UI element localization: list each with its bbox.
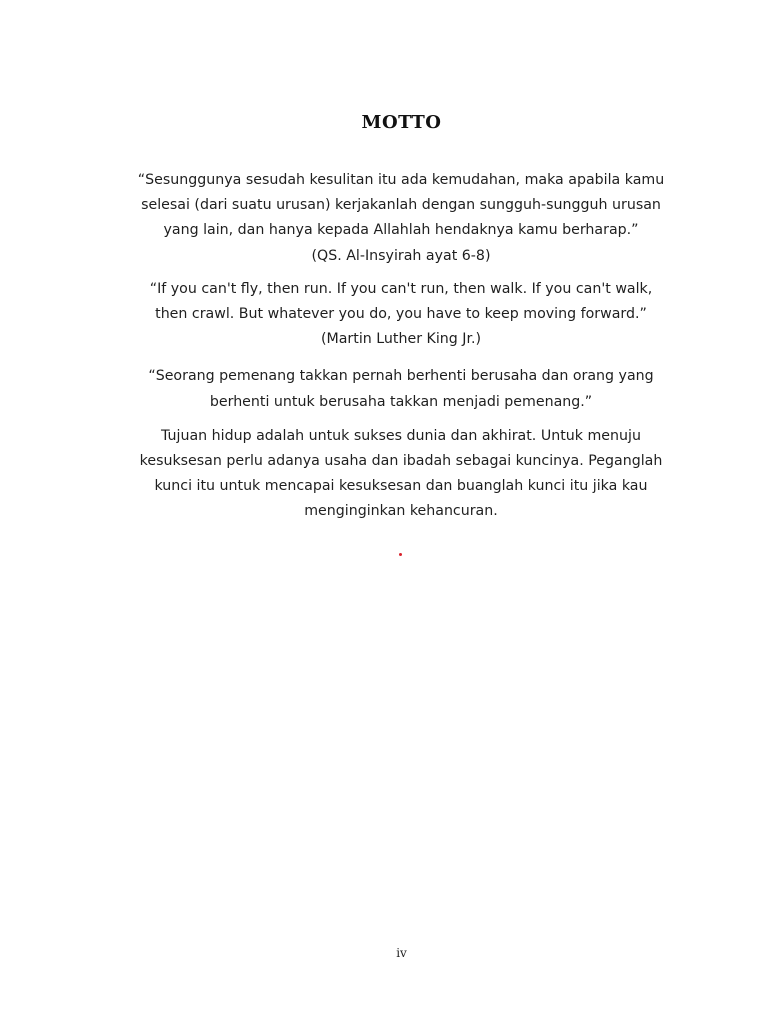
quote-line: then crawl. But whatever you do, you have to keep moving forward.” bbox=[155, 306, 647, 323]
quote-winner bbox=[130, 364, 672, 414]
quote-line: kunci itu untuk mencapai kesuksesan dan buanglah kunci itu jika kau bbox=[154, 478, 648, 495]
motto-content bbox=[130, 168, 672, 525]
page-number: iv bbox=[396, 946, 407, 960]
page-title: MOTTO bbox=[361, 112, 442, 133]
quote-line: “Sesunggunya sesudah kesulitan itu ada kemudahan, maka apabila kamu bbox=[137, 172, 665, 188]
quote-line: kesuksesan perlu adanya usaha dan ibadah sebagai kuncinya. Peganglah bbox=[139, 453, 663, 470]
quote-source: (Martin Luther King Jr.) bbox=[320, 331, 482, 348]
red-dot-mark bbox=[399, 553, 402, 556]
quote-line: berhenti untuk berusaha takkan menjadi pemenang.” bbox=[209, 393, 593, 410]
quote-line: yang lain, dan hanya kepada Allahlah hendaknya kamu berharap.” bbox=[163, 222, 639, 239]
quote-line: selesai (dari suatu urusan) kerjakanlah dengan sungguh-sungguh urusan bbox=[141, 197, 661, 214]
quote-source: (QS. Al-Insyirah ayat 6-8) bbox=[311, 247, 491, 264]
quote-line: menginginkan kehancuran. bbox=[304, 503, 498, 520]
quote-quran bbox=[130, 168, 672, 269]
quote-life-goal bbox=[130, 424, 672, 525]
quote-mlk bbox=[130, 277, 672, 353]
quote-line: “Seorang pemenang takkan pernah berhenti berusaha dan orang yang bbox=[148, 368, 654, 385]
quote-line: Tujuan hidup adalah untuk sukses dunia dan akhirat. Untuk menuju bbox=[161, 427, 641, 444]
quote-line: “If you can't fly, then run. If you can't run, then walk. If you can't walk, bbox=[149, 280, 653, 297]
